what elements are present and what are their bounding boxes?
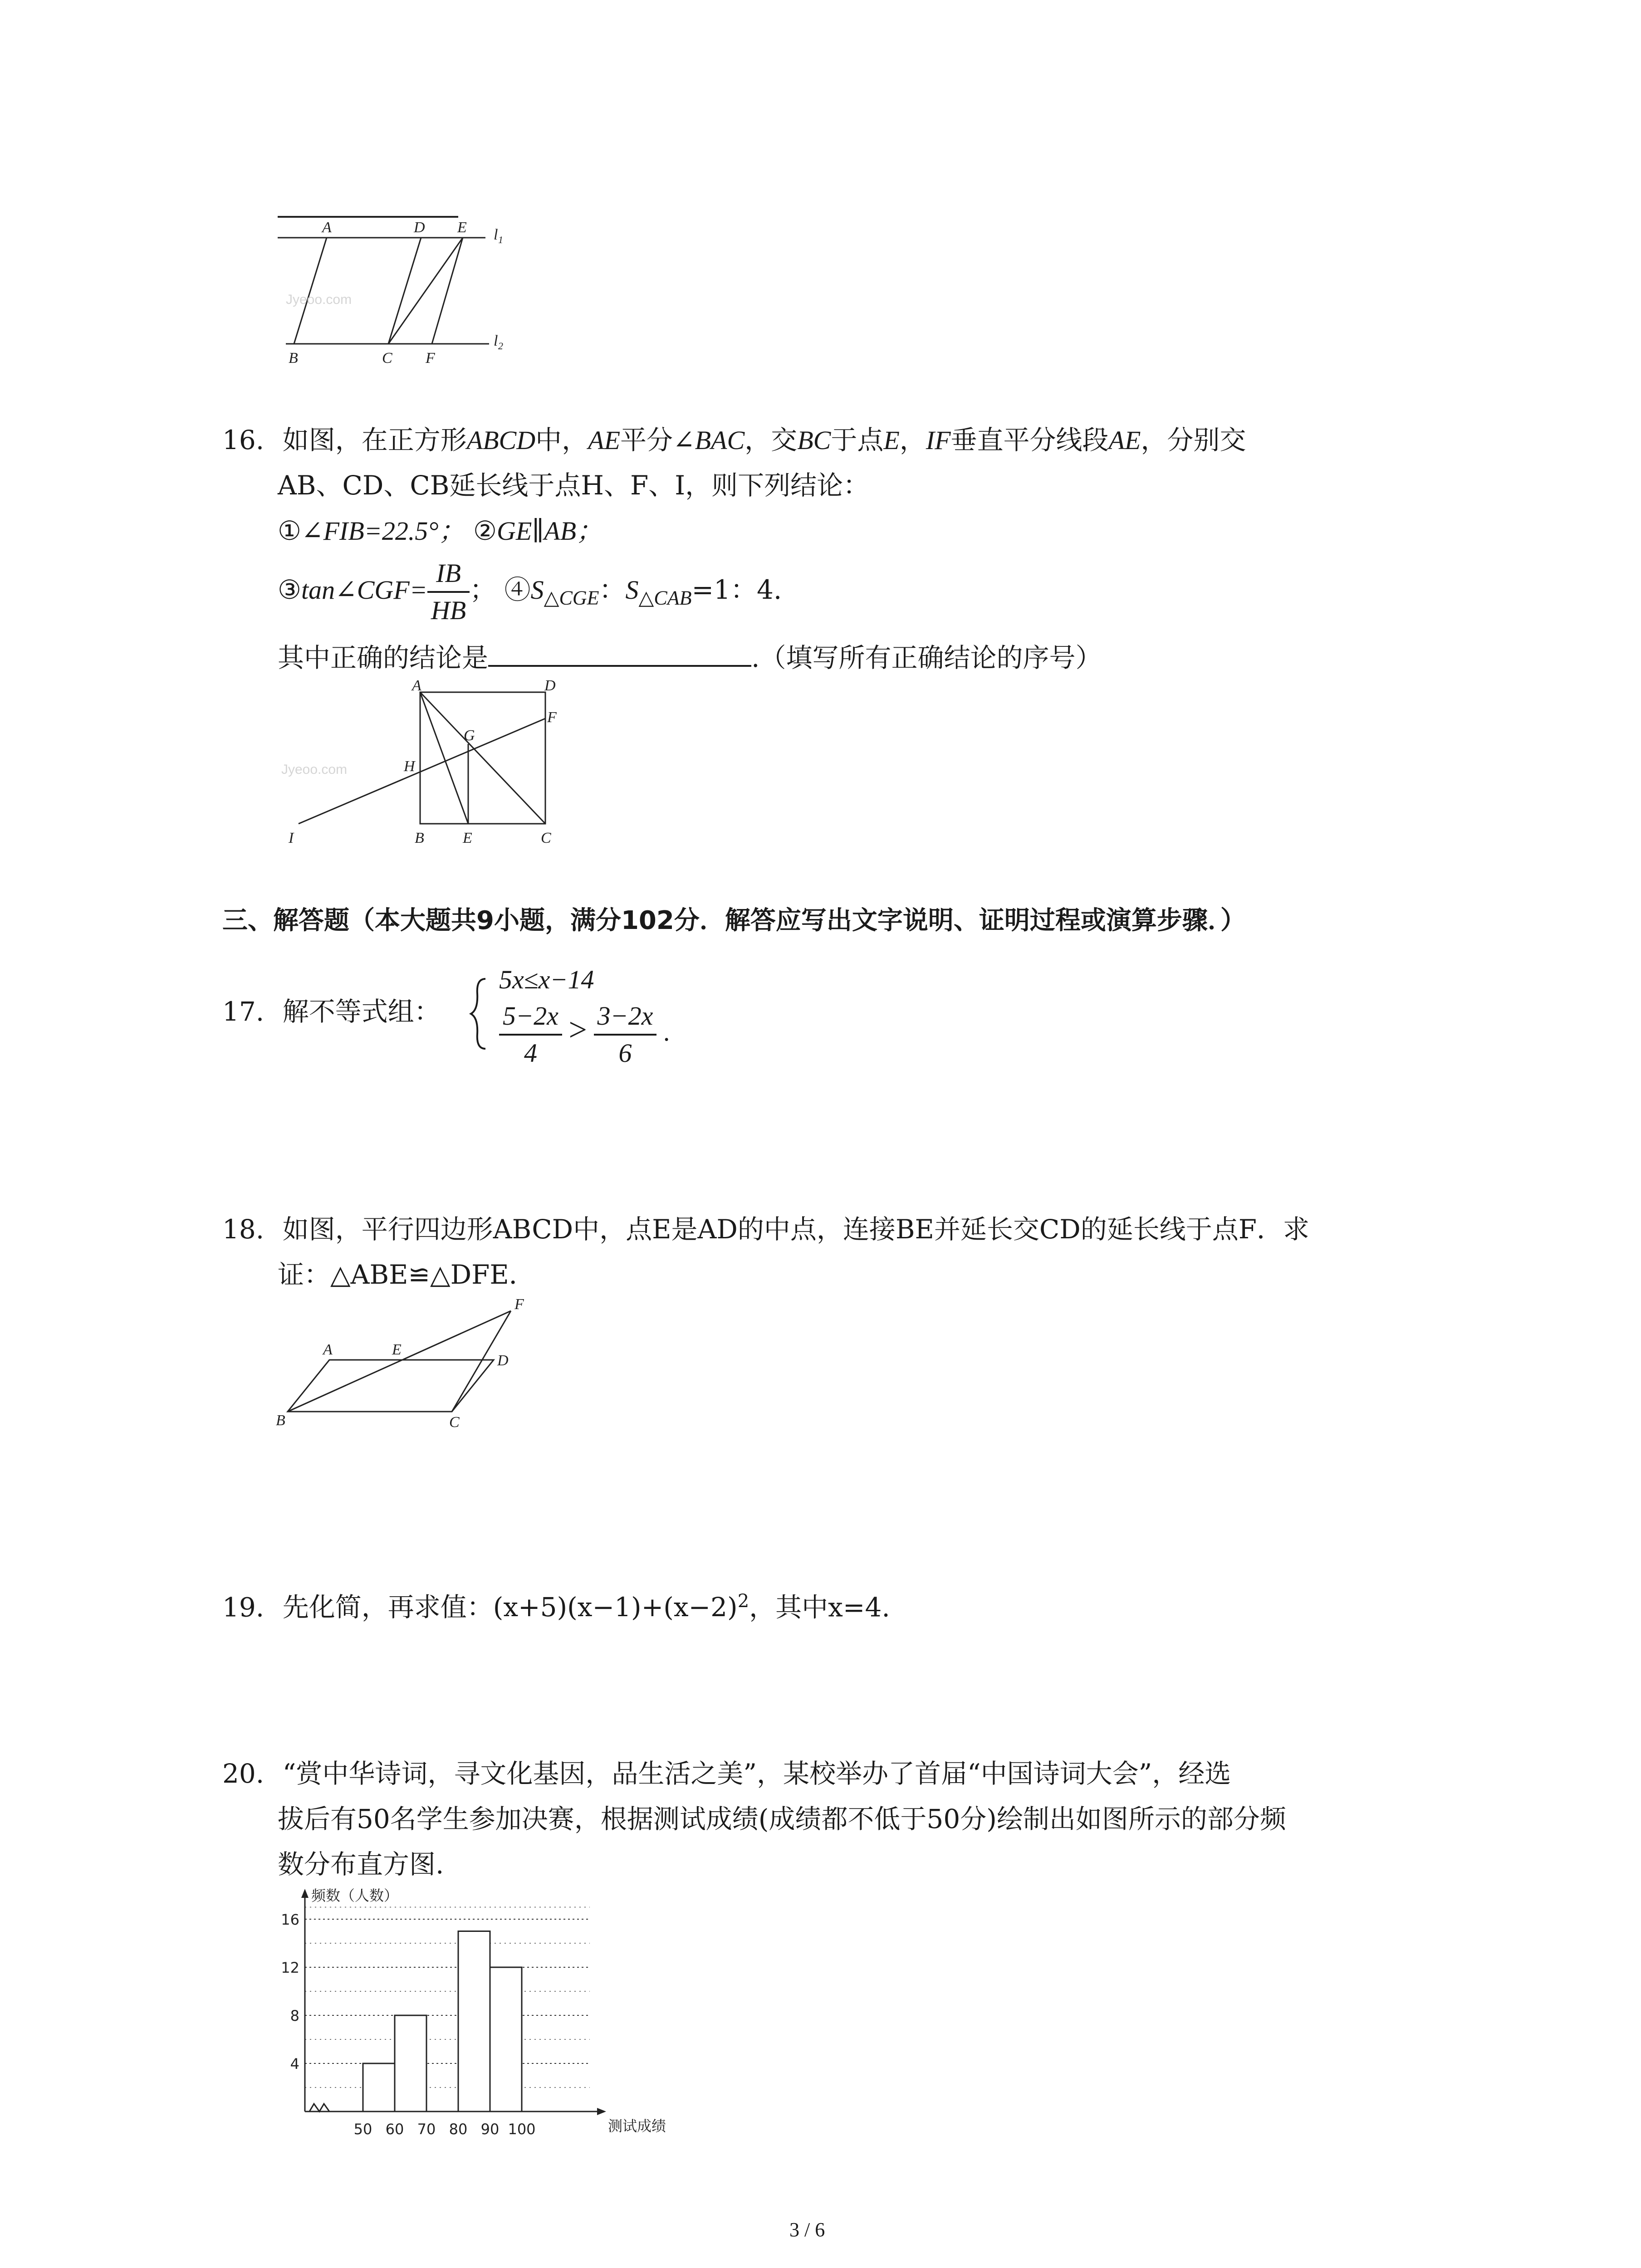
question-20: 20. “赏中华诗词，寻文化基因，品生活之美”，某校举办了首届“中国诗词大会”，经选 [222, 1758, 1231, 1789]
figure-square-abcd [272, 680, 590, 853]
brace [468, 975, 491, 1052]
label-I: I [289, 830, 294, 846]
question-16-conclusions-2: ③tan∠CGF= $\frac{IB}{HB}$ ； $④S_{\triangle CGE}$：$S_{\triangle CAB}=1$：4. [278, 558, 782, 625]
question-20-line2: 拔后有50名学生参加决赛，根据测试成绩(成绩都不低于50分)绘制出如图所示的部分频 [278, 1804, 1286, 1834]
label-F: F [514, 1296, 524, 1313]
label-G: G [464, 727, 475, 744]
figure-parallelogram-abcd [272, 1293, 554, 1442]
label-D: D [414, 219, 425, 236]
histogram-bar [363, 2063, 395, 2112]
label-l2-sub: 2 [498, 340, 503, 352]
page-number: 3 / 6 [789, 2219, 825, 2241]
question-20-line3: 数分布直方图. [278, 1849, 444, 1880]
axis-break [309, 2104, 329, 2112]
question-17: 17. 解不等式组： [222, 996, 441, 1027]
x-tick-label: 70 [417, 2121, 436, 2136]
y-tick-label: 4 [290, 2055, 299, 2072]
y-axis-arrow [301, 1889, 309, 1898]
question-18-line2: 证：△ABE≌△DFE． [278, 1259, 535, 1290]
answer-blank[interactable] [488, 639, 751, 667]
label-B: B [276, 1412, 285, 1429]
figure-parallelogram-lines [272, 209, 544, 372]
section-heading: 三、解答题（本大题共9小题，满分102分．解答应写出文字说明、证明过程或演算步骤．） [222, 906, 1246, 935]
label-D: D [497, 1352, 509, 1369]
label-D: D [544, 680, 556, 694]
question-16-conclusions-1: ①∠FIB=22.5°； ②GE∥AB； [278, 515, 603, 546]
y-tick-label: 8 [290, 2007, 299, 2024]
label-F: F [426, 350, 435, 367]
watermark: Jyeoo.com [286, 292, 352, 307]
question-number: 17. [222, 996, 265, 1027]
label-H: H [404, 758, 415, 775]
x-axis-arrow [597, 2108, 606, 2115]
x-tick-label: 100 [508, 2121, 536, 2136]
question-number: 19. [222, 1592, 265, 1623]
x-tick-label: 90 [480, 2121, 500, 2136]
label-l2: l [494, 332, 498, 349]
label-B: B [289, 350, 298, 367]
x-tick-label: 60 [385, 2121, 404, 2136]
question-number: 20. [222, 1758, 265, 1789]
question-16-answer-line: 其中正确的结论是 .（填写所有正确结论的序号） [278, 635, 1102, 680]
histogram-bar [458, 1931, 490, 2112]
question-16: 16. 如图，在正方形ABCD中，AE平分∠BAC，交BC于点E，IF垂直平分线段AE，分别交 [222, 425, 1246, 455]
inequality-2: $\frac{5-2x}{4}$ > $\frac{3-2x}{6}$ . [499, 996, 670, 1066]
x-tick-label: 80 [449, 2121, 468, 2136]
label-B: B [415, 830, 424, 846]
question-16-line2: AB、CD、CB延长线于点H、F、I，则下列结论： [278, 470, 870, 501]
histogram-bar [395, 2015, 426, 2112]
question-number: 18. [222, 1214, 265, 1245]
label-E: E [463, 830, 472, 846]
histogram-bar [490, 1967, 522, 2112]
label-E: E [392, 1341, 402, 1358]
histogram-chart [254, 1882, 726, 2136]
question-number: 16. [222, 425, 265, 455]
label-C: C [382, 350, 392, 367]
y-tick-label: 16 [281, 1911, 299, 1928]
inequality-1: 5x≤x−14 [499, 965, 594, 994]
label-C: C [449, 1414, 460, 1431]
y-axis-label: 频数（人数） [311, 1887, 399, 1904]
fraction-ib-hb: $\frac{IB}{HB}$ [427, 560, 470, 624]
label-E: E [457, 219, 467, 236]
label-F: F [547, 709, 557, 726]
x-tick-label: 50 [353, 2121, 372, 2136]
label-A: A [323, 1341, 333, 1358]
y-tick-label: 12 [281, 1959, 299, 1976]
label-A: A [322, 219, 332, 236]
question-18: 18. 如图，平行四边形ABCD中，点E是AD的中点，连接BE并延长交CD的延长线于点F．求 [222, 1214, 1309, 1245]
x-axis-label: 测试成绩 [608, 2117, 666, 2135]
label-l1: l [494, 226, 498, 243]
label-C: C [541, 830, 551, 846]
label-A: A [412, 680, 421, 694]
watermark: Jyeoo.com [281, 762, 348, 777]
question-19: 19. 先化简，再求值：$(x+5)(x-1)+(x-2)^2$，其中x=4. [222, 1591, 890, 1623]
label-l1-sub: 1 [498, 234, 503, 245]
